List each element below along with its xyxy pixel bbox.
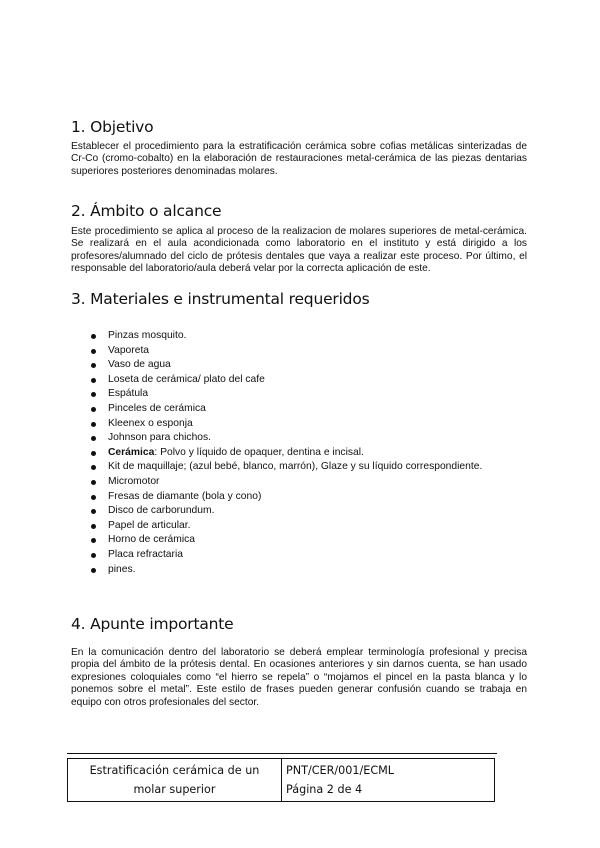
footer-divider (67, 753, 497, 754)
list-item: Disco de carborundum. (88, 504, 482, 519)
bullet-icon (91, 465, 96, 470)
bullet-icon (91, 378, 96, 383)
paragraph-objetivo: Establecer el procedimiento para la estratificación cerámica sobre cofias metálicas sinterizadas de Cr-Co (cromo-cobalto) en la elaboración de restauraciones metal-cerámica de las piezas dentarias superiores posteriores denominadas molares. (71, 141, 527, 177)
list-item: Vaporeta (88, 344, 482, 359)
list-item: Micromotor (88, 475, 482, 490)
bullet-icon (91, 436, 96, 441)
bullet-icon (91, 349, 96, 354)
footer-table (67, 758, 495, 802)
list-item: Papel de articular. (88, 519, 482, 534)
list-item: Pinzas mosquito. (88, 329, 482, 344)
list-item: Fresas de diamante (bola y cono) (88, 490, 482, 505)
list-item: Cerámica: Polvo y líquido de opaquer, dentina e incisal. (88, 446, 482, 461)
bullet-icon (91, 407, 96, 412)
bold-label: Cerámica (108, 446, 155, 458)
materials-list (88, 329, 482, 577)
bullet-icon (91, 524, 96, 529)
bullet-icon (91, 363, 96, 368)
list-item: Kit de maquillaje; (azul bebé, blanco, marrón), Glaze y su líquido correspondiente. (88, 460, 482, 475)
list-item: Johnson para chichos. (88, 431, 482, 446)
list-item: Kleenex o esponja (88, 417, 482, 432)
list-item: Horno de cerámica (88, 533, 482, 548)
list-item: Espátula (88, 387, 482, 402)
footer-title: Estratificación cerámica de un molar superior (68, 759, 282, 802)
paragraph-ambito: Este procedimiento se aplica al proceso de la realizacion de molares superiores de metal-cerámica. Se realizará en el aula acondicionada como laboratorio en el instituto y está dirigido a los profesores/alumnado del ciclo de prótesis dentales que vaya a realizar este proceso. Por último, el responsable del laboratorio/aula deberá velar por la correcta aplicación de este. (71, 226, 527, 275)
footer-code: PNT/CER/001/ECML (286, 764, 395, 777)
bullet-icon (91, 480, 96, 485)
list-item: Loseta de cerámica/ plato del cafe (88, 373, 482, 388)
heading-ambito: 2. Ámbito o alcance (71, 202, 222, 220)
heading-apunte: 4. Apunte importante (71, 615, 234, 633)
list-item: pines. (88, 563, 482, 578)
bullet-icon (91, 422, 96, 427)
heading-objetivo: 1. Objetivo (71, 118, 154, 136)
list-item: Placa refractaria (88, 548, 482, 563)
bullet-icon (91, 451, 96, 456)
bullet-icon (91, 553, 96, 558)
footer-code-cell (282, 759, 495, 802)
bullet-icon (91, 509, 96, 514)
bullet-icon (91, 495, 96, 500)
bullet-icon (91, 568, 96, 573)
footer-page-number: Página 2 de 4 (286, 783, 363, 796)
bullet-icon (91, 392, 96, 397)
bullet-icon (91, 538, 96, 543)
list-item: Vaso de agua (88, 358, 482, 373)
paragraph-apunte: En la comunicación dentro del laboratorio se deberá emplear terminología profesional y precisa propia del ámbito de la prótesis dental. En ocasiones anteriores y sin darnos cuenta, se han usado expresiones coloquiales como “el hierro se repela” o “mojamos el pincel en la pasta blanca y lo ponemos sobre el metal”. Este estilo de frases pueden generar confusión cuando se trabaja en equipo con otros profesionales del sector. (71, 647, 527, 708)
list-item: Pinceles de cerámica (88, 402, 482, 417)
bullet-icon (91, 334, 96, 339)
heading-materiales: 3. Materiales e instrumental requeridos (71, 290, 370, 308)
